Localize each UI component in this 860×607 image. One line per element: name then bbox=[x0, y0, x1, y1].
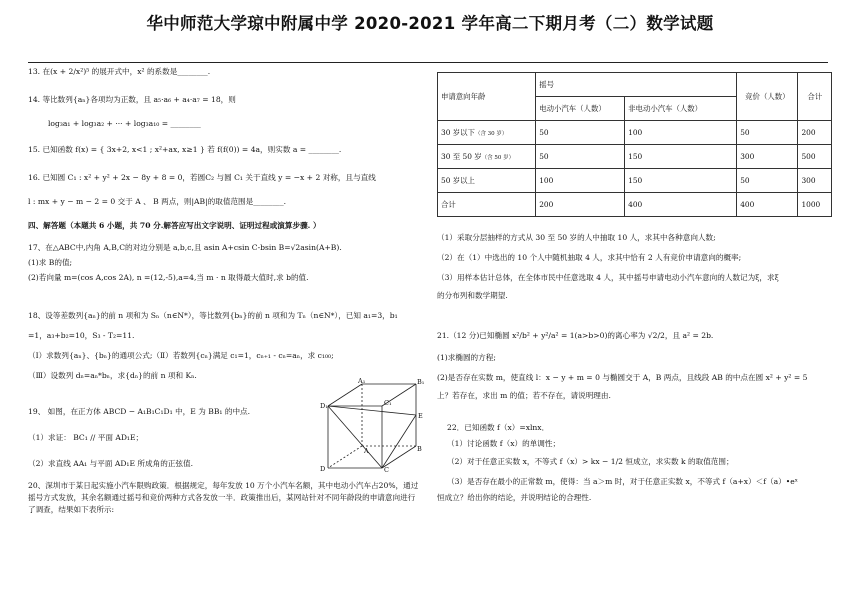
header-total: 合计 bbox=[798, 73, 832, 121]
label-B1: B₁ bbox=[417, 378, 424, 386]
question-20-part1: （1）采取分层抽样的方式从 30 至 50 岁的人中抽取 10 人，求其中各种意向人数; bbox=[437, 233, 716, 242]
question-20-part3-line2: 的分布列和数学期望. bbox=[437, 291, 508, 300]
question-17-stem: 17、在△ABC中,内角 A,B,C的对边分别是 a,b,c,且 asin A+csin C-bsin B=√2asin(A+B). bbox=[28, 243, 342, 252]
cell-total: 1000 bbox=[798, 193, 832, 217]
question-14-line2: log₃a₁ + log₃a₂ + ··· + log₃a₁₀ = ________ bbox=[48, 119, 201, 128]
cell-bid: 50 bbox=[737, 169, 798, 193]
cell-age: 50 岁以上 bbox=[438, 169, 536, 193]
cell-ev: 50 bbox=[536, 145, 625, 169]
label-A: A bbox=[364, 447, 369, 455]
question-22-part2: （2）对于任意正实数 x，不等式 f（x）> kx − 1/2 恒成立，求实数 k 的取值范围； bbox=[447, 457, 734, 466]
question-20-part3-line1: （3）用样本估计总体，在全体市民中任意选取 4 人，其中摇号申请电动小汽车意向的人数记为ξ，求ξ bbox=[437, 273, 779, 282]
label-B: B bbox=[417, 445, 422, 453]
cell-age: 30 岁以下（含 30 岁） bbox=[438, 121, 536, 145]
question-22-stem: 22．已知函数 f（x）=xlnx． bbox=[447, 423, 550, 432]
header-bid: 竞价（人数） bbox=[737, 73, 798, 121]
header-ev: 电动小汽车（人数） bbox=[536, 97, 625, 121]
question-18-part3: （Ⅲ）设数列 dₙ=aₙ*bₙ，求{dₙ}的前 n 项和 Kₙ. bbox=[28, 371, 197, 380]
table-row bbox=[438, 145, 832, 169]
question-21-part2-line1: (2)是否存在实数 m，使直线 l：x − y + m = 0 与椭圆交于 A，B 两点，且线段 AB 的中点在圆 x² + y² = 5 bbox=[437, 373, 808, 382]
question-18-part1-2: （Ⅰ）求数列{aₙ}、{bₙ}的通项公式;（Ⅱ）若数列{cₙ}满足 c₁=1，cₙ₊₁ - cₙ=aₙ，求 c₁₀₀; bbox=[28, 351, 334, 360]
question-13: 13. 在(x + 2/x²)⁵ 的展开式中，x² 的系数是________. bbox=[28, 67, 211, 76]
cell-ev: 200 bbox=[536, 193, 625, 217]
question-16-line1: 16. 已知圆 C₁ : x² + y² + 2x − 8y + 8 = 0，若圆C₂ 与圆 C₁ 关于直线 y = −x + 2 对称，且与直线 bbox=[28, 173, 376, 182]
label-D1: D₁ bbox=[320, 402, 328, 410]
cell-age: 合计 bbox=[438, 193, 536, 217]
cell-bid: 400 bbox=[737, 193, 798, 217]
question-15: 15. 已知函数 f(x) = { 3x+2, x<1 ; x²+ax, x≥1 } 若 f(f(0)) = 4a，则实数 a = ________. bbox=[28, 145, 342, 154]
header-yaohao: 摇号 bbox=[536, 73, 737, 97]
question-21-part1: (1)求椭圆的方程; bbox=[437, 353, 496, 362]
question-21-part2-line2: 上？若存在，求出 m 的值；若不存在，请说明理由. bbox=[437, 391, 611, 400]
cell-bid: 50 bbox=[737, 121, 798, 145]
title-divider bbox=[28, 62, 828, 63]
page-title: 华中师范大学琼中附属中学 2020-2021 学年高二下期月考（二）数学试题 bbox=[146, 14, 714, 33]
label-D: D bbox=[320, 465, 326, 473]
question-16-line2: l : mx + y − m − 2 = 0 交于 A 、 B 两点，则|AB|的取值范围是________. bbox=[28, 197, 287, 206]
cell-nonev: 100 bbox=[625, 121, 737, 145]
table-row bbox=[438, 193, 832, 217]
question-22-part3-line2: 恒成立？给出你的结论，并说明结论的合理性. bbox=[437, 493, 592, 502]
header-age-group: 申请意向年龄 bbox=[438, 73, 536, 121]
question-21-stem: 21.（12 分)已知椭圆 x²/b² + y²/a² = 1(a>b>0)的离心率为 √2/2，且 a² = 2b. bbox=[437, 331, 714, 340]
cell-total: 200 bbox=[798, 121, 832, 145]
table-row bbox=[438, 169, 832, 193]
label-C1: C₁ bbox=[384, 399, 392, 407]
label-A1: A₁ bbox=[358, 378, 366, 385]
question-17-part1: (1)求 B的值; bbox=[28, 258, 73, 267]
question-19-stem: 19、 如图，在正方体 ABCD − A₁B₁C₁D₁ 中，E 为 BB₁ 的中点. bbox=[28, 407, 251, 416]
question-18-line1: 18、设等差数列{aₙ}的前 n 项和为 Sₙ（n∈N*），等比数列{bₙ}的前 n 项和为 Tₙ（n∈N*），已知 a₁=3，b₁ bbox=[28, 311, 398, 320]
question-22-part1: （1）讨论函数 f（x）的单调性； bbox=[447, 439, 561, 448]
question-22-part3-line1: （3）是否存在最小的正常数 m，使得：当 a＞m 时，对于任意正实数 x，不等式 f（a+x）＜f（a）•eˣ bbox=[447, 477, 798, 486]
cell-nonev: 400 bbox=[625, 193, 737, 217]
cell-ev: 100 bbox=[536, 169, 625, 193]
cube-figure bbox=[320, 378, 424, 474]
cell-total: 300 bbox=[798, 169, 832, 193]
question-19-part2: （2）求直线 AA₁ 与平面 AD₁E 所成角的正弦值. bbox=[28, 459, 193, 468]
section-heading-answers: 四、解答题（本题共 6 小题，共 70 分.解答应写出文字说明、证明过程或演算步骤. ） bbox=[28, 221, 321, 230]
label-C: C bbox=[384, 466, 389, 474]
cell-nonev: 150 bbox=[625, 145, 737, 169]
question-18-line2: =1，a₃+b₂=10，S₃ - T₂=11. bbox=[28, 331, 135, 340]
cell-total: 500 bbox=[798, 145, 832, 169]
cell-nonev: 150 bbox=[625, 169, 737, 193]
table-row bbox=[438, 121, 832, 145]
question-17-part2: (2)若向量 m=(cos A,cos 2A), n =(12,-5),a=4,当 m · n 取得最大值时,求 b的值. bbox=[28, 273, 309, 282]
question-14-line1: 14. 等比数列{aₙ}各项均为正数，且 a₅·a₆ + a₄·a₇ = 18，则 bbox=[28, 95, 236, 104]
label-E: E bbox=[418, 412, 423, 420]
question-20-stem: 20、深圳市于某日起实施小汽车限购政策．根据规定，每年发放 10 万个小汽车名额，其中电动小汽车占20%，通过摇号方式发放，其余名额通过摇号和竞价两种方式各发放一半．政策推出后，某网站针对不同年龄段的申请意向进行了调查，结果如下表所示: bbox=[28, 481, 419, 515]
cell-ev: 50 bbox=[536, 121, 625, 145]
survey-table bbox=[437, 72, 832, 217]
question-20-part2: （2）在（1）中选出的 10 个人中随机抽取 4 人，求其中恰有 2 人有竞价申请意向的概率; bbox=[437, 253, 742, 262]
cell-bid: 300 bbox=[737, 145, 798, 169]
question-19-part1: （1）求证： BC₁ // 平面 AD₁E； bbox=[28, 433, 144, 442]
cell-age: 30 至 50 岁（含 50 岁） bbox=[438, 145, 536, 169]
header-nonev: 非电动小汽车（人数） bbox=[625, 97, 737, 121]
